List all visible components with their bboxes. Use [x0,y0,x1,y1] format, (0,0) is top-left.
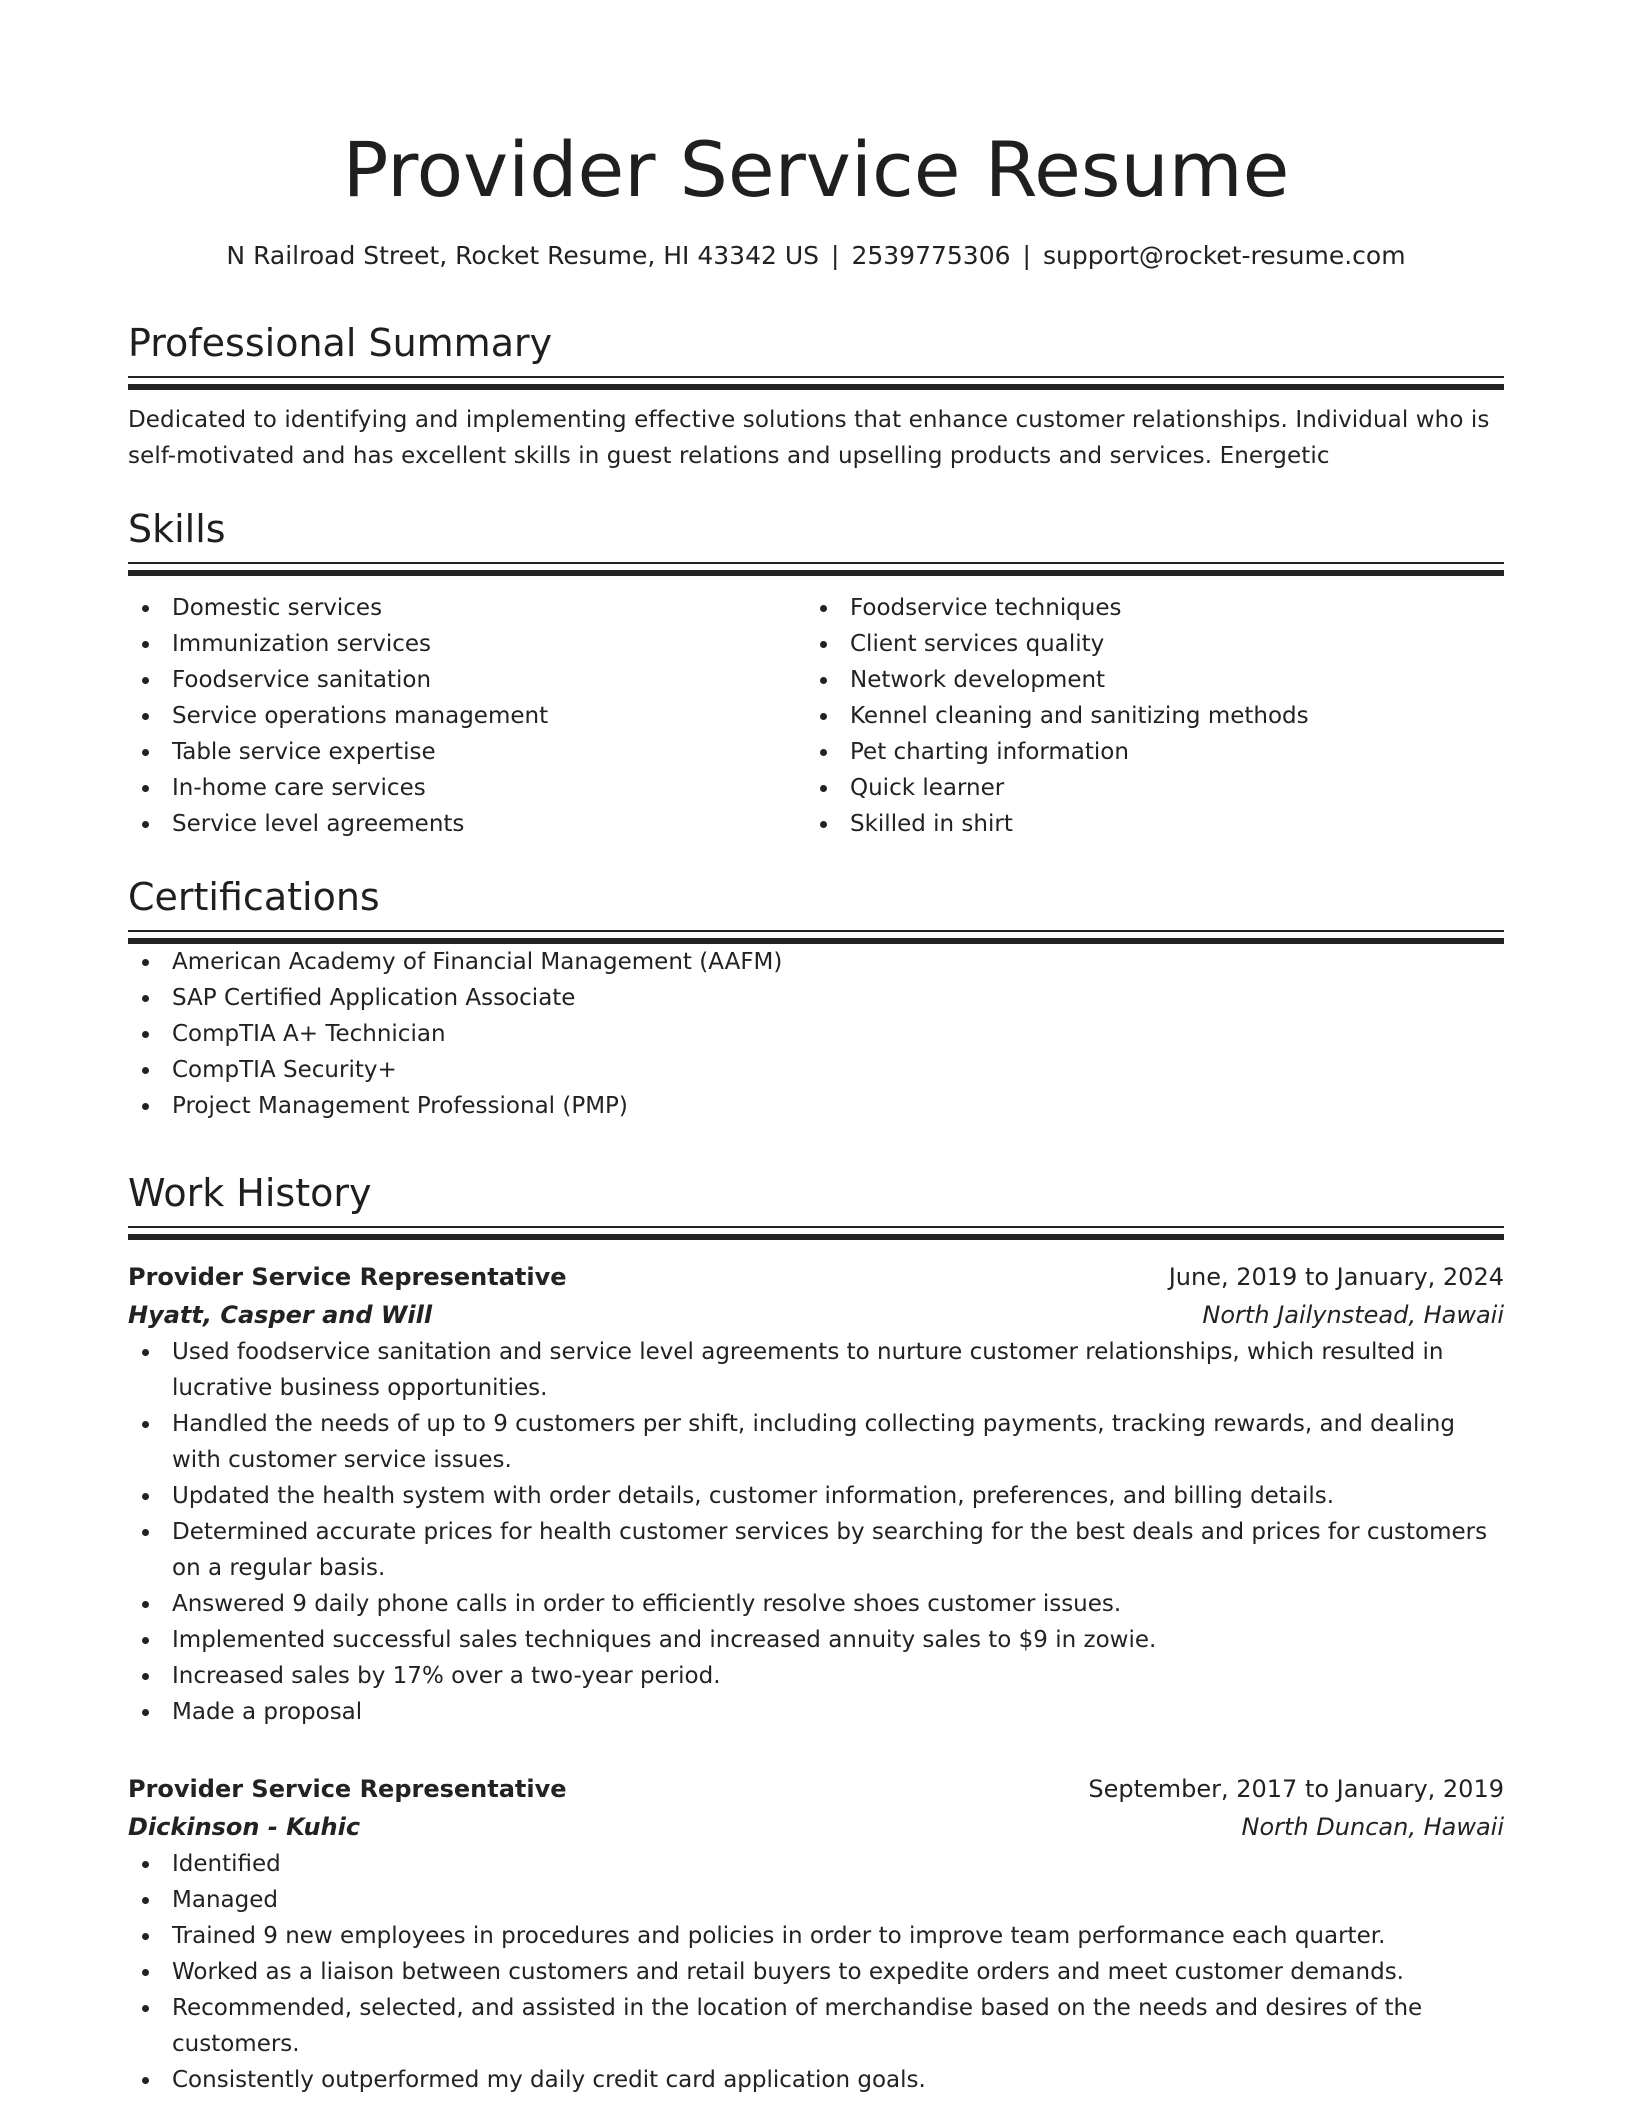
certifications-section [128,872,1504,1124]
job-duty: Updated the health system with order details, customer information, preferences, and billing details. [128,1478,1504,1514]
job-entry [128,1770,1504,2098]
skills-list-left [128,590,806,842]
skill-item: Foodservice sanitation [128,662,806,698]
job-duty: Answered 9 daily phone calls in order to efficiently resolve shoes customer issues. [128,1586,1504,1622]
job-duty: Determined accurate prices for health customer services by searching for the best deals and prices for customers on a regular basis. [128,1514,1504,1586]
job-duty: Trained 9 new employees in procedures and policies in order to improve team performance each quarter. [128,1918,1504,1954]
skill-item: Quick learner [806,770,1484,806]
skill-item: Immunization services [128,626,806,662]
job-duty: Implemented successful sales techniques and increased annuity sales to $9 in zowie. [128,1622,1504,1658]
certification-item: SAP Certified Application Associate [128,980,1504,1016]
job-location: North Duncan, Hawaii [1241,1813,1504,1841]
work-history-heading: Work History [128,1171,372,1215]
certification-item: Project Management Professional (PMP) [128,1088,1504,1124]
job-title: Provider Service Representative [128,1775,567,1803]
job-dates: September, 2017 to January, 2019 [1088,1775,1504,1803]
job-duty: Recommended, selected, and assisted in the location of merchandise based on the needs and desires of the customers. [128,1990,1504,2062]
job-location: North Jailynstead, Hawaii [1202,1301,1504,1329]
certification-item: American Academy of Financial Management (AAFM) [128,944,1504,980]
skill-item: Foodservice techniques [806,590,1484,626]
job-duty: Worked as a liaison between customers and retail buyers to expedite orders and meet customer demands. [128,1954,1504,1990]
job-duty: Made a proposal [128,1694,1504,1730]
skills-list-right [806,590,1484,842]
skill-item: Client services quality [806,626,1484,662]
summary-section [128,318,1504,474]
work-history-section [128,1168,1504,2098]
summary-text: Dedicated to identifying and implementing effective solutions that enhance customer relationships. Individual who is self-motivated and has excellent skills in guest relations and upselling products and services. Energetic [128,407,1490,469]
contact-phone: 2539775306 [851,241,1011,270]
job-duty: Increased sales by 17% over a two-year period. [128,1658,1504,1694]
job-header [128,1258,1504,1296]
contact-email: support@rocket-resume.com [1042,241,1406,270]
job-company: Hyatt, Casper and Will [128,1301,433,1329]
job-entry [128,1258,1504,1730]
section-divider [128,1226,1504,1228]
certification-item: CompTIA A+ Technician [128,1016,1504,1052]
certification-item: CompTIA Security+ [128,1052,1504,1088]
section-divider [128,376,1504,378]
section-divider [128,1234,1504,1240]
job-subheader [128,1296,1504,1334]
skill-item: Domestic services [128,590,806,626]
skill-item: Table service expertise [128,734,806,770]
job-title: Provider Service Representative [128,1263,567,1291]
skill-item: Service operations management [128,698,806,734]
job-duty: Handled the needs of up to 9 customers per shift, including collecting payments, tracking rewards, and dealing with customer service issues. [128,1406,1504,1478]
skill-item: Pet charting information [806,734,1484,770]
skill-item: Network development [806,662,1484,698]
skills-column-left [128,590,806,842]
skills-section [128,504,1504,842]
certifications-list [128,944,1504,1124]
job-duty: Consistently outperformed my daily credit card application goals. [128,2062,1504,2098]
skill-item: In-home care services [128,770,806,806]
job-duty: Managed [128,1882,1504,1918]
section-divider [128,930,1504,932]
section-divider [128,570,1504,576]
job-company: Dickinson - Kuhic [128,1813,361,1841]
job-duty: Used foodservice sanitation and service level agreements to nurture customer relationships, which resulted in lucrative business opportunities. [128,1334,1504,1406]
skill-item: Kennel cleaning and sanitizing methods [806,698,1484,734]
job-dates: June, 2019 to January, 2024 [1168,1263,1504,1291]
contact-line [128,238,1504,274]
job-header [128,1770,1504,1808]
skills-column-right [806,590,1484,842]
summary-heading: Professional Summary [128,321,553,365]
skills-columns [128,590,1504,842]
section-divider [128,562,1504,564]
skills-heading: Skills [128,507,226,551]
section-divider [128,384,1504,390]
contact-separator: | [1022,241,1031,270]
job-duties-list [128,1846,1504,2098]
certifications-heading: Certifications [128,875,380,919]
job-duty: Identified [128,1846,1504,1882]
resume-title: Provider Service Resume [342,125,1290,214]
job-duties-list [128,1334,1504,1730]
job-subheader [128,1808,1504,1846]
contact-separator: | [831,241,840,270]
skill-item: Service level agreements [128,806,806,842]
skill-item: Skilled in shirt [806,806,1484,842]
contact-address: N Railroad Street, Rocket Resume, HI 43342 US [226,241,820,270]
